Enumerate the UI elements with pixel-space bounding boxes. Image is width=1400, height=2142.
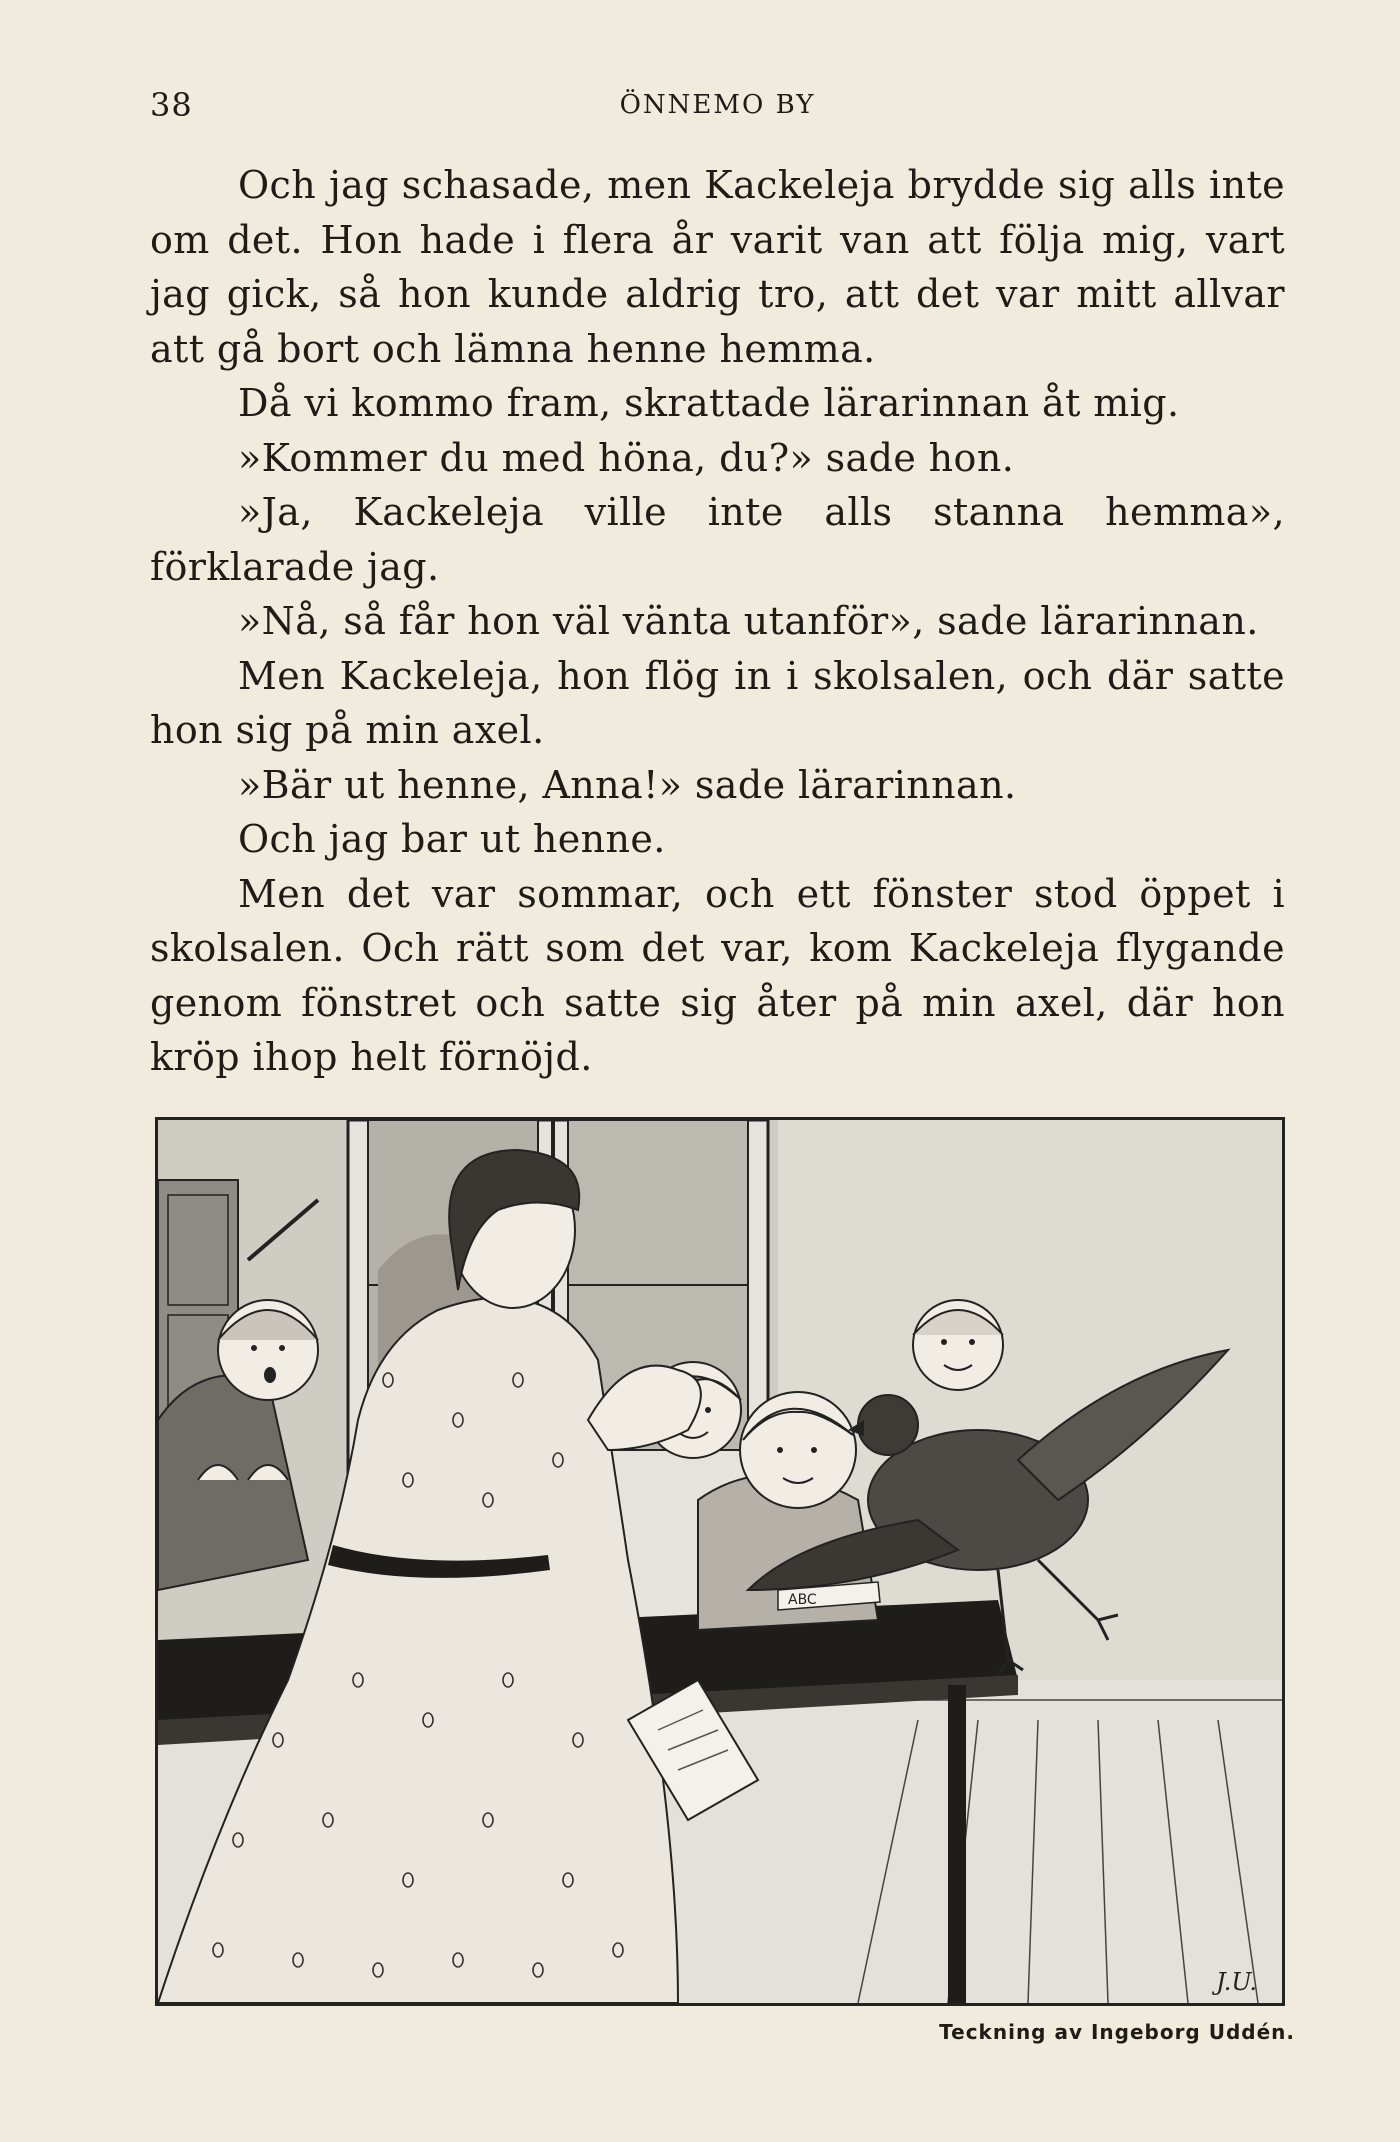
running-title: ÖNNEMO BY [619,90,816,120]
paragraph: Och jag schasade, men Kackeleja brydde sig alls inte om det. Hon hade i flera år varit van att följa mig, vart jag gick, så hon kunde aldrig tro, att det var mitt allvar att gå bort och lämna henne hemma. [150,163,1285,371]
paragraph: Då vi kommo fram, skrattade lärarinnan åt mig. [238,381,1180,425]
illustration-caption: Teckning av Ingeborg Uddén. [939,2020,1295,2044]
paragraph: Men Kackeleja, hon flög in i skolsalen, och där satte hon sig på min axel. [150,653,1285,752]
page-number: 38 [150,86,193,124]
page-header [150,86,1285,130]
paragraph: Och jag bar ut henne. [238,817,666,861]
book-letters: ABC [788,1592,817,1608]
classroom-illustration [155,1117,1285,2006]
paragraph: Men det var sommar, och ett fönster stod öppet i skolsalen. Och rätt som det var, kom Kackeleja flygande genom fönstret och satte sig åter på min axel, där hon kröp ihop helt förnöjd. [150,871,1285,1079]
paragraph: »Kommer du med höna, du?» sade hon. [238,435,1015,480]
girl-right [913,1300,1003,1390]
paragraph: »Bär ut henne, Anna!» sade lärarinnan. [238,762,1017,807]
paragraph: »Nå, så får hon väl vänta utanför», sade lärarinnan. [238,599,1259,643]
paragraph: »Ja, Kackeleja ville inte alls stanna hemma», förklarade jag. [150,490,1285,589]
artist-signature: J.U. [1216,1968,1258,1996]
body-text [150,158,1285,1085]
